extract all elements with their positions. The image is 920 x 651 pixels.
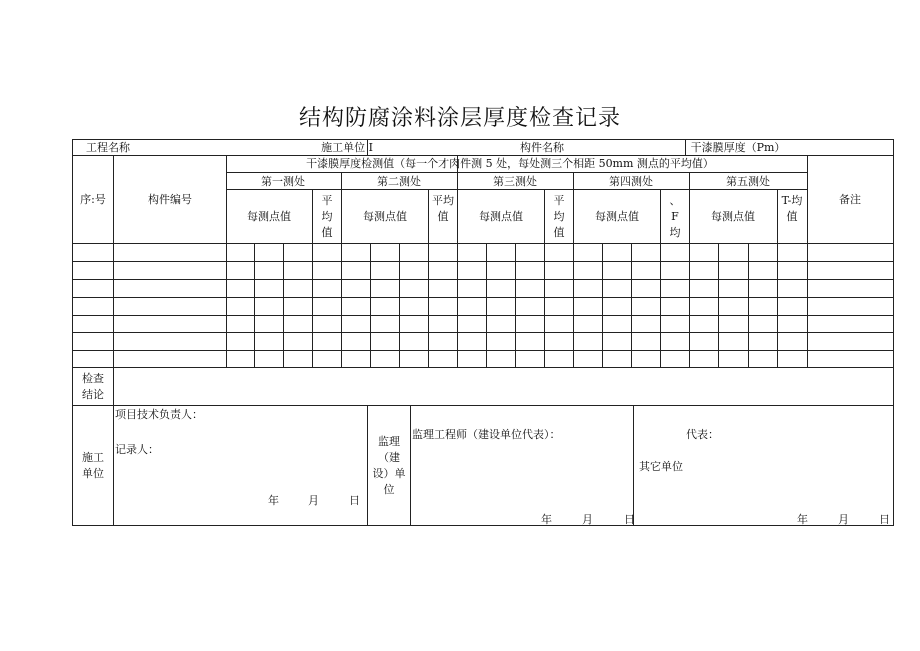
- col-remarks-left: [807, 155, 808, 367]
- header-divider-2: [685, 139, 686, 155]
- sign3-day: 日: [879, 513, 890, 526]
- recorder-label: 记录人：: [115, 443, 159, 456]
- sign-label-right: [113, 405, 114, 525]
- row-line-2: [72, 279, 894, 280]
- cell-divider: [602, 243, 603, 367]
- component-name-label: 构件名称: [520, 141, 564, 154]
- outer-top-border: [72, 139, 894, 140]
- point-2-label: 第二测处: [377, 175, 421, 188]
- col-seq-right: [113, 155, 114, 367]
- group-divider-1: [341, 172, 342, 367]
- point-4-average: 、 F 均: [669, 194, 681, 239]
- conclusion-label: 检查 结论: [82, 372, 104, 401]
- conclusion-label-right: [113, 367, 114, 405]
- point-label-row-bottom: [226, 189, 807, 190]
- sign1-day: 日: [349, 494, 360, 507]
- cell-divider: [283, 243, 284, 367]
- row-line-4: [72, 315, 894, 316]
- avg-divider-3: [544, 189, 545, 367]
- head-bottom: [72, 243, 894, 244]
- supervision-engineer-label: 监理工程师（建设单位代表）：: [412, 428, 561, 441]
- point-2-each-value: 每测点值: [363, 210, 407, 223]
- sign1-month: 月: [308, 494, 319, 507]
- point-1-label: 第一测处: [261, 175, 305, 188]
- cell-divider: [486, 243, 487, 367]
- group-divider-3: [573, 172, 574, 367]
- remarks-label: 备注: [839, 193, 861, 206]
- measurement-caption: 干漆膜厚度检测值（每一个才肉件测 5 处，每处测三个相距 50mm 测点的平均值）: [306, 157, 714, 170]
- row-line-5: [72, 332, 894, 333]
- point-5-label: 第五测处: [726, 175, 770, 188]
- dry-film-thickness-label: 干漆膜厚度（Pm）: [690, 141, 786, 154]
- group-divider-4: [689, 172, 690, 367]
- avg-divider-5: [777, 189, 778, 367]
- cell-divider: [631, 243, 632, 367]
- component-no-label: 构件编号: [148, 193, 192, 206]
- point-3-each-value: 每测点值: [479, 210, 523, 223]
- sign-divider-1: [367, 405, 368, 525]
- group-divider-2: [457, 155, 458, 367]
- sign1-year: 年: [268, 494, 279, 507]
- construction-unit-sign-label: 施工 单位: [82, 451, 104, 480]
- representative-label: 代表：: [686, 428, 719, 441]
- sign2-month: 月: [582, 513, 593, 526]
- cell-divider: [515, 243, 516, 367]
- point-5-each-value: 每测点值: [711, 210, 755, 223]
- other-unit-label: 其它单位: [639, 460, 683, 473]
- header-row-bottom: [72, 155, 894, 156]
- cell-divider: [748, 243, 749, 367]
- avg-divider-1: [312, 189, 313, 367]
- point-1-each-value: 每测点值: [247, 210, 291, 223]
- document-title: 结构防腐涂料涂层厚度检查记录: [298, 106, 621, 131]
- point-4-each-value: 每测点值: [595, 210, 639, 223]
- sign2-day: 日: [624, 513, 635, 526]
- caption-row-bottom: [226, 172, 807, 173]
- avg-divider-4: [660, 189, 661, 367]
- cell-divider: [370, 243, 371, 367]
- avg-divider-2: [428, 189, 429, 367]
- sign3-year: 年: [797, 513, 808, 526]
- point-4-label: 第四测处: [609, 175, 653, 188]
- cell-divider: [718, 243, 719, 367]
- construction-unit-label: 施工单位 I: [321, 141, 373, 154]
- sign2-year: 年: [541, 513, 552, 526]
- row-line-1: [72, 261, 894, 262]
- point-2-average: 平均 值: [432, 194, 454, 223]
- point-3-label: 第三测处: [493, 175, 537, 188]
- sign3-month: 月: [838, 513, 849, 526]
- seq-label: 序:号: [80, 193, 106, 206]
- sign-divider-2: [410, 405, 411, 525]
- point-5-average: T-均 值: [781, 194, 803, 223]
- project-name-label: 工程名称: [86, 141, 130, 154]
- outer-bottom-border: [72, 525, 894, 526]
- cell-divider: [254, 243, 255, 367]
- supervision-unit-sign-label: 监理 （建 设）单 位: [372, 435, 406, 496]
- row-line-3: [72, 297, 894, 298]
- row-line-6: [72, 350, 894, 351]
- conclusion-bottom: [72, 405, 894, 406]
- point-1-average: 平 均 值: [321, 194, 333, 239]
- point-3-average: 平 均 值: [553, 194, 565, 239]
- col-component-right: [226, 155, 227, 367]
- project-tech-lead-label: 项目技术负责人：: [115, 408, 203, 421]
- row-line-7: [72, 367, 894, 368]
- cell-divider: [399, 243, 400, 367]
- sign-divider-3: [633, 405, 634, 525]
